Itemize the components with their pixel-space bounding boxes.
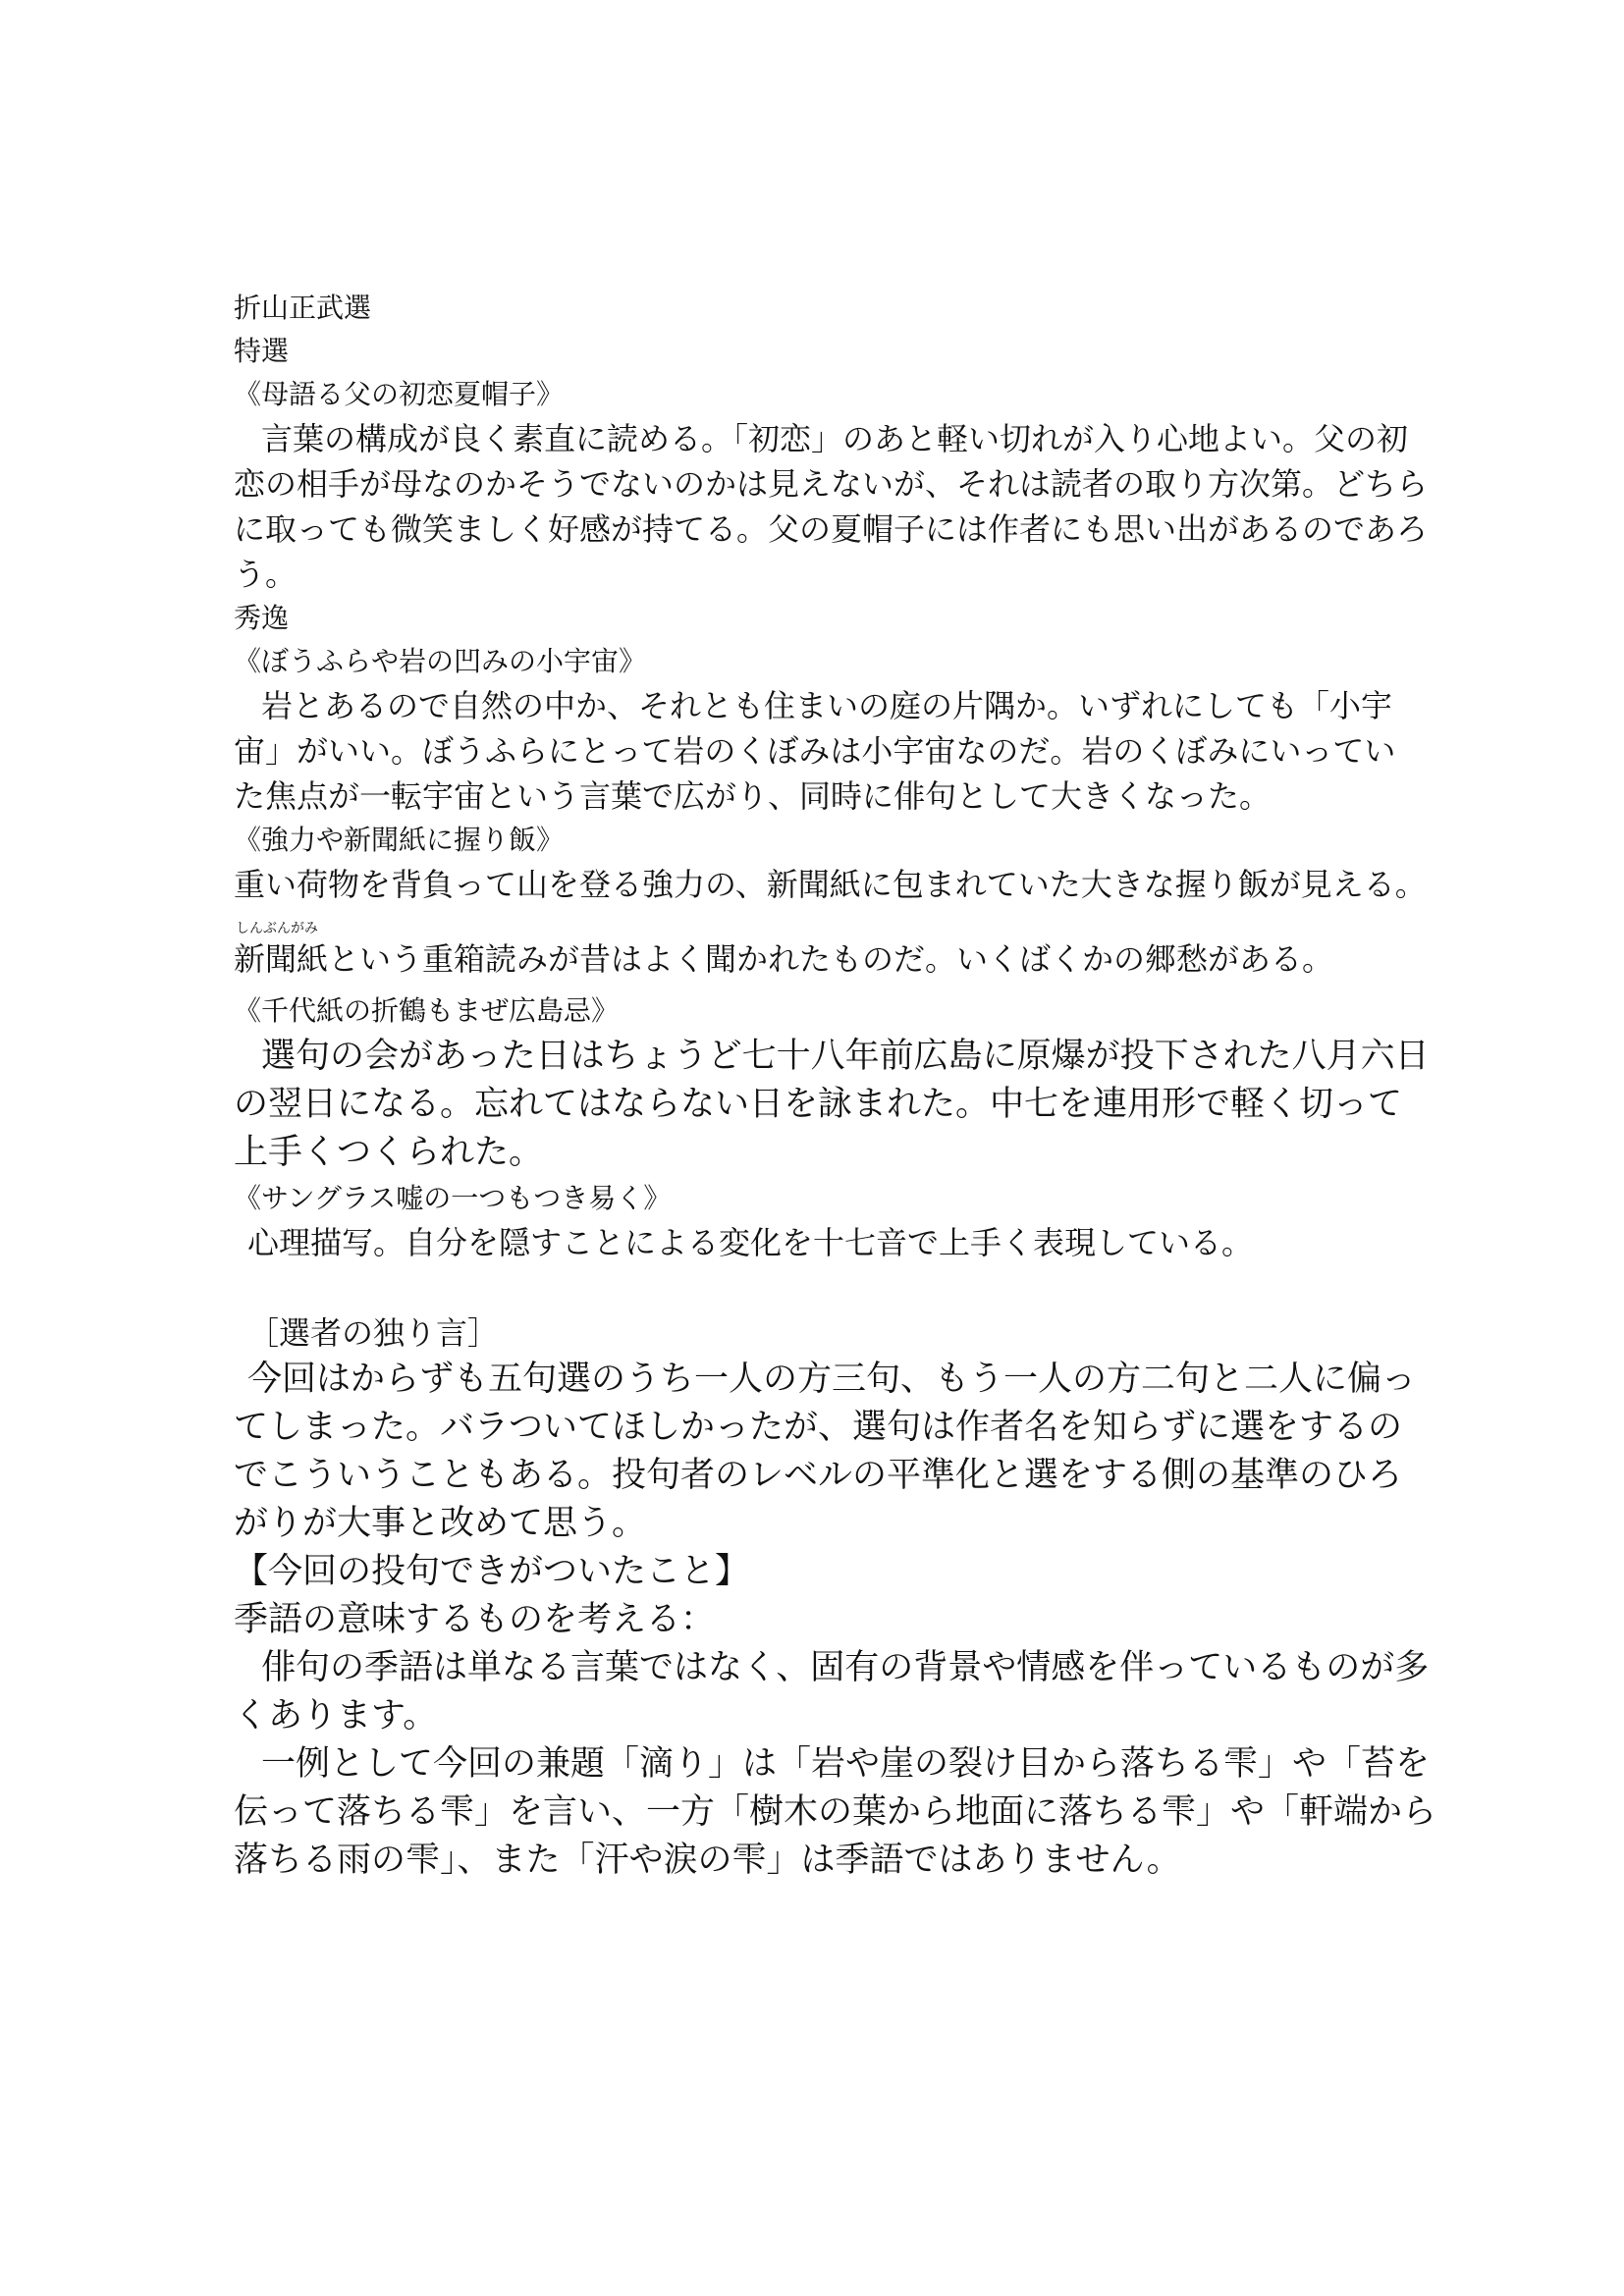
document-body — [234, 287, 1437, 1885]
shuitsu-comment-line: 岩とあるので自然の中か、それとも住まいの庭の片隅か。いずれにしても「小宇 — [261, 687, 1393, 724]
tokusen-comment-line: に取っても微笑ましく好感が持てる。父の夏帽子には作者にも思い出があるのであろ — [234, 510, 1429, 548]
shuitsu-haiku-1: 《ぼうふらや岩の凹みの小宇宙》 — [234, 645, 647, 677]
furigana-annotation: しんぶんがみ — [236, 921, 318, 936]
notes-subheading: 季語の意味するものを考える： — [234, 1600, 716, 1639]
shuitsu-comment-line: 重い荷物を背負って山を登る強力の、新聞紙に包まれていた大きな握り飯が見える。 — [234, 866, 1427, 903]
tokusen-heading: 特選 — [234, 335, 290, 367]
shuitsu-haiku-4: 《サングラス嘘の一つもつき易く》 — [234, 1182, 672, 1214]
section-spacer — [234, 1265, 1412, 1310]
shuitsu-comment-line: 選句の会があった日はちょうど七十八年前広島に原爆が投下された八月六日 — [261, 1037, 1430, 1076]
notes-line: 俳句の季語は単なる言葉ではなく、固有の背景や情感を伴っているものが多 — [261, 1648, 1430, 1687]
shuitsu-comment-line: 新聞紙という重箱読みが昔はよく聞かれたものだ。いくばくかの郷愁がある。 — [234, 940, 1334, 978]
notes-line: 落ちる雨の雫」、また「汗や涙の雫」は季語ではありません。 — [234, 1841, 1181, 1880]
shuitsu-comment-line: の翌日になる。忘れてはならない日を詠まれた。中七を連用形で軽く切って — [234, 1085, 1403, 1124]
monologue-line: がりが大事と改めて思う。 — [234, 1504, 647, 1543]
shuitsu-comment-line: た焦点が一転宇宙という言葉で広がり、同時に俳句として大きくなった。 — [234, 777, 1272, 815]
monologue-line: でこういうこともある。投句者のレベルの平準化と選をする側の基準のひろ — [234, 1456, 1403, 1495]
selector-name: 折山正武選 — [234, 292, 372, 324]
shuitsu-haiku-3: 《千代紙の折鶴もまぜ広島忌》 — [234, 994, 620, 1027]
monologue-heading: ［選者の独り言］ — [247, 1314, 500, 1352]
shuitsu-haiku-2: 《強力や新聞紙に握り飯》 — [234, 824, 565, 856]
tokusen-comment-line: 恋の相手が母なのかそうでないのかは見えないが、それは読者の取り方次第。どちら — [234, 465, 1429, 503]
tokusen-comment-line: 言葉の構成が良く素直に読める。「初恋」のあと軽い切れが入り心地よい。父の初 — [261, 420, 1409, 457]
shuitsu-comment-line: 宙」がいい。ぼうふらにとって岩のくぼみは小宇宙なのだ。岩のくぼみにいってい — [234, 732, 1396, 770]
monologue-line: てしまった。バラついてほしかったが、選句は作者名を知らずに選をするの — [234, 1408, 1403, 1447]
shuitsu-comment-line: 上手くつくられた。 — [234, 1133, 544, 1172]
shuitsu-heading: 秀逸 — [234, 602, 290, 634]
tokusen-comment-line: う。 — [234, 556, 298, 593]
notes-line: くあります。 — [234, 1696, 438, 1735]
tokusen-haiku: 《母語る父の初恋夏帽子》 — [234, 378, 565, 410]
shuitsu-comment-line: 心理描写。自分を隠すことによる変化を十七音で上手く表現している。 — [247, 1224, 1254, 1261]
monologue-line: 今回はからずも五句選のうち一人の方三句、もう一人の方二句と二人に偏っ — [247, 1360, 1417, 1399]
notes-heading: 【今回の投句できがついたこと】 — [234, 1552, 750, 1591]
notes-line: 伝って落ちる雫」を言い、一方「樹木の葉から地面に落ちる雫」や「軒端から — [234, 1792, 1437, 1832]
notes-line: 一例として今回の兼題「滴り」は「岩や崖の裂け目から落ちる雫」や「苔を — [261, 1744, 1431, 1784]
